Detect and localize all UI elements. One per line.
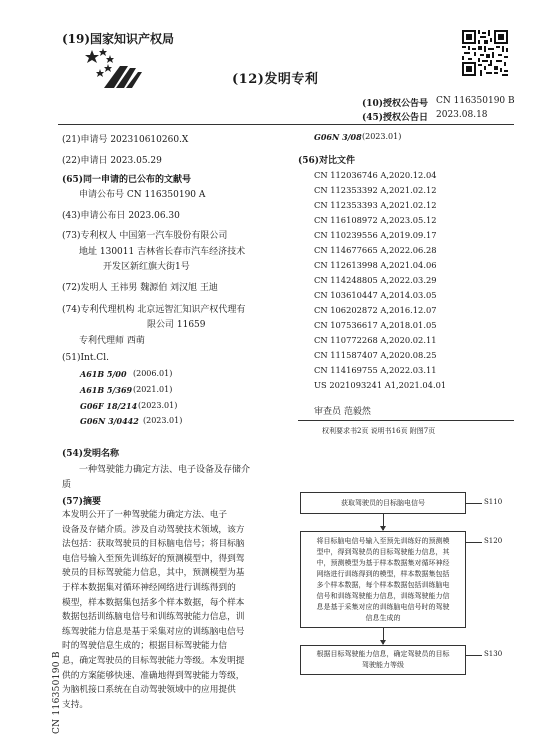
abstract-line: 为脑机接口系统在自动驾驶领域中的应用提供: [62, 685, 236, 696]
patentee: (73)专利权人 中国第一汽车股份有限公司: [62, 231, 228, 241]
flow-step-text: 息是基于采集对应的训练脑电信号时的驾驶: [316, 603, 450, 611]
step-tag: S120: [484, 537, 503, 545]
pub-date: 2023.08.18: [436, 110, 488, 120]
abstract-line: 法包括：获取驾驶员的目标脑电信号；将目标脑: [62, 539, 245, 550]
intcl-year: (2006.01): [133, 369, 173, 378]
pub-date-label: (45)授权公告日: [362, 113, 429, 123]
g06n-year: (2023.01): [362, 132, 402, 141]
intcl-title: (51)Int.Cl.: [62, 353, 109, 363]
invention-title-line: 质: [62, 480, 72, 490]
reference-item: CN 103610447 A,2014.03.05: [314, 290, 437, 300]
step-tag: S110: [484, 498, 503, 506]
reference-list: [314, 168, 446, 393]
reference-item: CN 114169755 A,2022.03.11: [314, 365, 437, 375]
qr-code-icon: [462, 30, 508, 76]
sipo-logo-icon: [84, 46, 146, 90]
intcl-code: A61B 5/00: [80, 369, 127, 379]
abstract-line: 数据包括训练脑电信号和训练驾驶能力信息，训: [62, 612, 245, 623]
abstract-line: 息，确定驾驶员的目标驾驶能力等级。本发明提: [62, 655, 245, 666]
abstract-line: 时的驾驶信息生成的；根据目标驾驶能力信: [62, 641, 228, 652]
flow-step-s120: [300, 531, 466, 628]
reference-item: CN 111587407 A,2020.08.25: [314, 350, 437, 360]
intcl-code: G06F 18/214: [80, 401, 138, 411]
abstract-text: [62, 508, 284, 712]
flow-step-s130: [300, 645, 466, 675]
reference-item: CN 110239556 A,2019.09.17: [314, 230, 437, 240]
flow-step-text: 根据目标驾驶能力信息，确定驾驶员的目标: [316, 650, 450, 658]
side-publication-number: CN 116350190 B: [52, 651, 62, 734]
abstract-line: 驶员的目标驾驶能力信息，其中，预测模型为基: [62, 568, 245, 579]
reference-item: CN 112036746 A,2020.12.04: [314, 170, 437, 180]
reference-item: CN 112353393 A,2021.02.12: [314, 200, 437, 210]
reference-item: CN 107536617 A,2018.01.05: [314, 320, 437, 330]
intcl-year: (2021.01): [133, 385, 173, 394]
app-date: (22)申请日 2023.05.29: [62, 156, 162, 166]
header-rule: [58, 124, 514, 125]
flow-step-text: 型中，得到驾驶员的目标驾驶能力信息，其: [316, 548, 450, 556]
agency-line-1: (74)专利代理机构 北京远智汇知识产权代理有: [62, 305, 246, 315]
address-line-2: 开发区新红旗大街1号: [103, 262, 190, 272]
abstract-line: 模型，样本数据集包括多个样本数据，每个样本: [62, 597, 245, 608]
office-name: (19)国家知识产权局: [62, 32, 175, 46]
intcl-code: G06N 3/0442: [80, 416, 139, 426]
intcl-code: A61B 5/369: [80, 385, 133, 395]
claims-rule: [298, 420, 514, 421]
inventors: (72)发明人 王祎男 魏源伯 刘汉旭 王迪: [62, 283, 218, 293]
step-tag: S130: [484, 650, 503, 658]
flow-step-text: 获取驾驶员的目标脑电信号: [341, 499, 425, 507]
reference-item: CN 112353392 A,2021.02.12: [314, 185, 437, 195]
invention-title-label: (54)发明名称: [62, 449, 120, 459]
intcl-year: (2023.01): [138, 401, 178, 410]
agency-line-2: 限公司 11659: [147, 320, 206, 330]
leader-line: [466, 655, 482, 656]
intcl-year: (2023.01): [143, 416, 183, 425]
abstract-label: (57)摘要: [62, 497, 102, 507]
reference-item: CN 106202872 A,2016.12.07: [314, 305, 437, 315]
invention-title-line: 一种驾驶能力确定方法、电子设备及存储介: [79, 465, 251, 475]
flow-step-s110: [300, 492, 466, 514]
prior-pub-date: (43)申请公布日 2023.06.30: [62, 211, 180, 221]
agent: 专利代理师 西萌: [79, 336, 145, 346]
examiner: 审查员 范毅然: [314, 407, 371, 417]
reference-item: CN 110772268 A,2020.02.11: [314, 335, 437, 345]
abstract-line: 电信号输入至预先训练好的预测模型中，得到驾: [62, 553, 245, 564]
flow-step-text: 多个样本数据，每个样本数据包括训练脑电: [316, 581, 450, 589]
leader-line: [466, 503, 482, 504]
claims-note: 权利要求书2页 说明书16页 附图7页: [322, 427, 436, 435]
flow-step-text: 中，预测模型为基于样本数据集对循环神经: [316, 559, 450, 567]
reference-item: CN 114677665 A,2022.06.28: [314, 245, 437, 255]
abstract-line: 供的方案能够快速、准确地得到驾驶能力等级，: [62, 670, 245, 681]
flow-arrow: [383, 514, 384, 530]
flow-step-text: 信号和训练驾驶能力信息，训练驾驶能力信: [316, 592, 450, 600]
g06n-code: G06N 3/08: [314, 132, 362, 142]
abstract-line: 练驾驶能力信息是基于采集对应的训练脑电信号: [62, 626, 245, 637]
reference-item: CN 116108972 A,2023.05.12: [314, 215, 437, 225]
leader-line: [466, 542, 482, 543]
flow-step-text: 网络进行训练得到的模型，样本数据集包括: [316, 570, 450, 578]
flow-arrow: [383, 628, 384, 644]
address-line-1: 地址 130011 吉林省长春市汽车经济技术: [79, 247, 246, 257]
abstract-line: 设备及存储介质。涉及自动驾驶技术领域，该方: [62, 524, 245, 535]
prior-pub: 申请公布号 CN 116350190 A: [79, 190, 206, 200]
flow-step-text: 驾驶能力等级: [362, 661, 404, 669]
abstract-line: 于样本数据集对循环神经网络进行训练得到的: [62, 582, 236, 593]
pub-no: CN 116350190 B: [436, 96, 515, 106]
flow-step-text: 将目标脑电信号输入至预先训练好的预测模: [316, 537, 450, 545]
abstract-line: 本发明公开了一种驾驶能力确定方法、电子: [62, 510, 228, 520]
app-no: (21)申请号 202310610260.X: [62, 135, 189, 145]
reference-item: CN 114248805 A,2022.03.29: [314, 275, 437, 285]
refs-title: (56)对比文件: [298, 156, 356, 166]
doc-type: (12)发明专利: [232, 72, 319, 87]
flow-step-text: 信息生成的: [365, 614, 401, 622]
reference-item: CN 112613998 A,2021.04.06: [314, 260, 437, 270]
pub-no-label: (10)授权公告号: [362, 99, 429, 109]
abstract-line: 支持。: [62, 699, 89, 710]
prior-pub-title: (65)同一申请的已公布的文献号: [62, 175, 192, 185]
reference-item: US 2021093241 A1,2021.04.01: [314, 380, 447, 390]
